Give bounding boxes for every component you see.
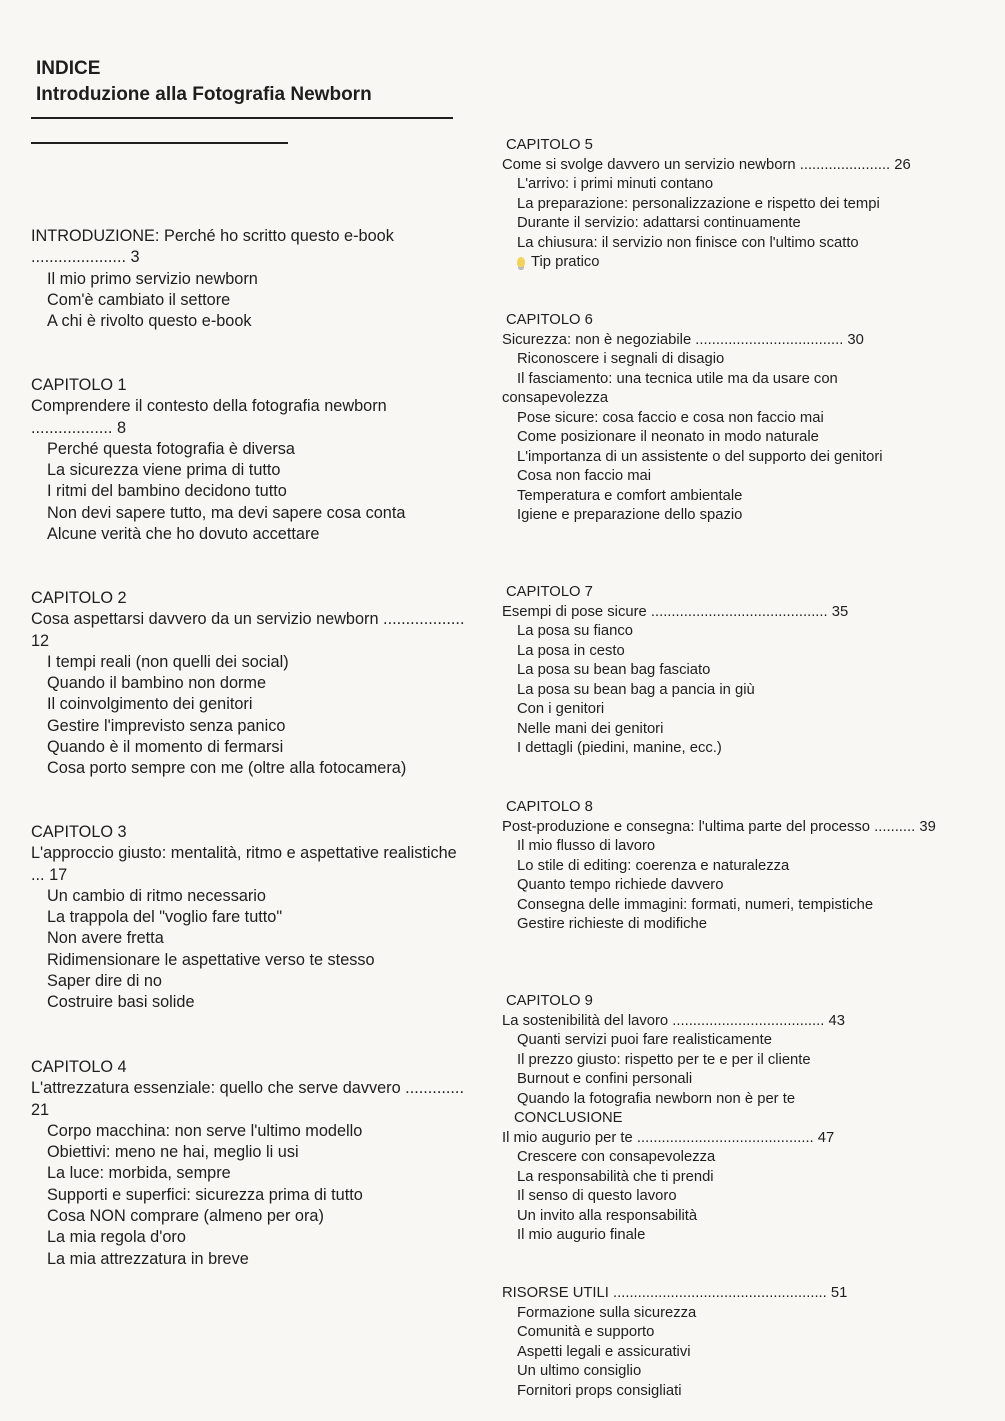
toc-subitem[interactable]: La luce: morbida, sempre	[47, 1164, 231, 1183]
toc-subitem[interactable]: La posa in cesto	[517, 642, 625, 659]
chapter-heading: CAPITOLO 2	[31, 589, 127, 607]
section-title-link[interactable]: Il mio augurio per te ........................................... 47	[502, 1129, 835, 1146]
toc-subitem[interactable]: Alcune verità che ho dovuto accettare	[47, 525, 320, 544]
toc-subitem[interactable]: Riconoscere i segnali di disagio	[517, 351, 725, 367]
toc-subitem[interactable]: Non avere fretta	[47, 929, 164, 948]
toc-capitolo-2	[31, 588, 481, 780]
toc-subitem[interactable]: Quanti servizi puoi fare realisticamente	[517, 1032, 772, 1048]
toc-subitem-continuation: consapevolezza	[502, 390, 609, 406]
toc-subitem[interactable]: Ridimensionare le aspettative verso te stesso	[47, 950, 375, 969]
toc-subitem[interactable]: Crescere con consapevolezza	[517, 1149, 716, 1165]
toc-subitem[interactable]: Un cambio di ritmo necessario	[47, 886, 266, 905]
toc-subitem[interactable]: I tempi reali (non quelli dei social)	[47, 652, 289, 671]
chapter-title-link[interactable]: Sicurezza: non è negoziabile .................................... 30	[502, 331, 864, 348]
toc-subitem[interactable]: La posa su bean bag a pancia in giù	[517, 681, 755, 698]
toc-subitem[interactable]: Lo stile di editing: coerenza e naturalezza	[517, 857, 790, 874]
toc-subitem[interactable]: Perché questa fotografia è diversa	[47, 439, 295, 458]
toc-subitem[interactable]: Il mio flusso di lavoro	[517, 838, 656, 854]
chapter-heading: CAPITOLO 3	[31, 823, 127, 841]
toc-subitem[interactable]: Come posizionare il neonato in modo naturale	[517, 429, 819, 445]
chapter-title-link[interactable]: Post-produzione e consegna: l'ultima parte del processo .......... 39	[502, 818, 936, 835]
toc-subitem[interactable]: L'importanza di un assistente o del supporto dei genitori	[517, 448, 883, 465]
chapter-heading: CAPITOLO 4	[31, 1058, 127, 1076]
toc-subitem[interactable]: Non devi sapere tutto, ma devi sapere cosa conta	[47, 503, 406, 522]
lightbulb-icon	[517, 257, 525, 267]
toc-subitem[interactable]: Quando è il momento di fermarsi	[47, 738, 284, 757]
chapter-heading: CAPITOLO 9	[506, 993, 593, 1009]
toc-subitem[interactable]: Aspetti legali e assicurativi	[517, 1343, 691, 1360]
toc-subitem[interactable]: Costruire basi solide	[47, 993, 195, 1012]
chapter-heading: CAPITOLO 8	[506, 799, 593, 815]
toc-subitem[interactable]: Saper dire di no	[47, 972, 162, 991]
toc-subitem[interactable]: Il senso di questo lavoro	[517, 1188, 677, 1204]
document-header	[36, 56, 372, 108]
toc-capitolo-7	[502, 583, 982, 759]
chapter-title-link[interactable]: L'attrezzatura essenziale: quello che serve davvero ............. 21	[31, 1079, 464, 1119]
toc-subitem[interactable]: Supporti e superfici: sicurezza prima di tutto	[47, 1185, 363, 1204]
toc-capitolo-5	[502, 136, 982, 273]
toc-subitem[interactable]: Consegna delle immagini: formati, numeri, tempistiche	[517, 896, 874, 913]
toc-subitem[interactable]: Burnout e confini personali	[517, 1071, 693, 1087]
toc-subitem[interactable]: Quando la fotografia newborn non è per te	[517, 1090, 796, 1107]
toc-subitem[interactable]: La mia regola d'oro	[47, 1228, 186, 1247]
toc-subitem[interactable]: Il mio augurio finale	[517, 1227, 646, 1243]
toc-subitem[interactable]: La mia attrezzatura in breve	[47, 1249, 249, 1268]
toc-subitem[interactable]: Igiene e preparazione dello spazio	[517, 507, 743, 523]
chapter-title-link[interactable]: INTRODUZIONE: Perché ho scritto questo e-book ..................... 3	[31, 227, 394, 267]
toc-subitem[interactable]: La trappola del "voglio fare tutto"	[47, 908, 283, 927]
toc-subitem[interactable]: Pose sicure: cosa faccio e cosa non faccio mai	[517, 409, 824, 426]
toc-capitolo-6	[502, 311, 982, 526]
toc-subitem[interactable]: Un invito alla responsabilità	[517, 1207, 698, 1224]
toc-subitem[interactable]: Un ultimo consiglio	[517, 1363, 642, 1379]
toc-subitem[interactable]: Quando il bambino non dorme	[47, 674, 267, 693]
toc-subitem[interactable]: L'arrivo: i primi minuti contano	[517, 176, 714, 192]
chapter-title-link[interactable]: Come si svolge davvero un servizio newborn ...................... 26	[502, 156, 911, 173]
tip-item[interactable]	[502, 253, 982, 273]
toc-subitem[interactable]: La posa su fianco	[517, 623, 633, 639]
toc-capitolo-9	[502, 992, 982, 1246]
toc-capitolo-8	[502, 798, 982, 935]
chapter-heading: CAPITOLO 1	[31, 376, 127, 394]
toc-subitem[interactable]: Cosa porto sempre con me (oltre alla fotocamera)	[47, 759, 407, 778]
toc-subitem[interactable]: Il prezzo giusto: rispetto per te e per il cliente	[517, 1051, 811, 1068]
chapter-title-link[interactable]: La sostenibilità del lavoro ..................................... 43	[502, 1012, 845, 1029]
chapter-heading: CAPITOLO 5	[506, 137, 593, 153]
toc-subitem[interactable]: Il mio primo servizio newborn	[47, 269, 258, 288]
toc-risorse-utili	[502, 1284, 982, 1401]
toc-subitem[interactable]: Formazione sulla sicurezza	[517, 1304, 697, 1321]
title-underline-short	[31, 142, 288, 144]
toc-subitem[interactable]: La chiusura: il servizio non finisce con l'ultimo scatto	[517, 234, 859, 251]
toc-subitem[interactable]: Il coinvolgimento dei genitori	[47, 695, 253, 714]
toc-subitem[interactable]: Corpo macchina: non serve l'ultimo modello	[47, 1121, 363, 1140]
toc-subitem[interactable]: Quanto tempo richiede davvero	[517, 877, 724, 893]
index-label: INDICE	[36, 58, 101, 79]
toc-subitem[interactable]: Com'è cambiato il settore	[47, 290, 231, 309]
document-title: Introduzione alla Fotografia Newborn	[36, 84, 372, 105]
tip-label: Tip pratico	[531, 254, 600, 270]
toc-subitem[interactable]: I ritmi del bambino decidono tutto	[47, 482, 287, 501]
toc-subitem[interactable]: Comunità e supporto	[517, 1324, 655, 1340]
chapter-title-link[interactable]: Cosa aspettarsi davvero da un servizio newborn .................. 12	[31, 610, 465, 650]
chapter-title-link[interactable]: Esempi di pose sicure ........................................... 35	[502, 603, 849, 620]
toc-subitem[interactable]: Obiettivi: meno ne hai, meglio li usi	[47, 1143, 299, 1162]
toc-subitem[interactable]: Cosa non faccio mai	[517, 468, 652, 484]
section-heading: CONCLUSIONE	[514, 1110, 623, 1126]
toc-subitem[interactable]: La posa su bean bag fasciato	[517, 662, 711, 678]
toc-subitem[interactable]: A chi è rivolto questo e-book	[47, 312, 252, 331]
toc-subitem[interactable]: Cosa NON comprare (almeno per ora)	[47, 1207, 324, 1226]
chapter-title-link[interactable]: L'approccio giusto: mentalità, ritmo e aspettative realistiche ... 17	[31, 844, 457, 884]
title-underline	[31, 117, 453, 119]
toc-subitem[interactable]: Il fasciamento: una tecnica utile ma da usare con	[517, 370, 838, 387]
toc-subitem[interactable]: La sicurezza viene prima di tutto	[47, 461, 281, 480]
toc-introduzione	[31, 226, 481, 332]
toc-subitem[interactable]: Temperatura e comfort ambientale	[517, 487, 743, 504]
chapter-title-link[interactable]: RISORSE UTILI .................................................... 51	[502, 1285, 848, 1301]
toc-subitem[interactable]: I dettagli (piedini, manine, ecc.)	[517, 740, 722, 756]
toc-subitem[interactable]: Fornitori props consigliati	[517, 1382, 682, 1399]
toc-subitem[interactable]: La responsabilità che ti prendi	[517, 1168, 714, 1185]
chapter-title-link[interactable]: Comprendere il contesto della fotografia newborn .................. 8	[31, 397, 387, 437]
toc-subitem[interactable]: Con i genitori	[517, 701, 605, 717]
toc-subitem[interactable]: Gestire richieste di modifiche	[517, 916, 707, 932]
toc-capitolo-3	[31, 822, 481, 1014]
toc-subitem[interactable]: Gestire l'imprevisto senza panico	[47, 716, 286, 735]
toc-capitolo-1	[31, 375, 481, 545]
toc-capitolo-4	[31, 1057, 481, 1270]
toc-subitem[interactable]: La preparazione: personalizzazione e rispetto dei tempi	[517, 195, 880, 212]
toc-subitem[interactable]: Nelle mani dei genitori	[517, 720, 664, 737]
chapter-heading: CAPITOLO 7	[506, 584, 593, 600]
chapter-heading: CAPITOLO 6	[506, 312, 593, 328]
toc-subitem[interactable]: Durante il servizio: adattarsi continuamente	[517, 215, 801, 231]
